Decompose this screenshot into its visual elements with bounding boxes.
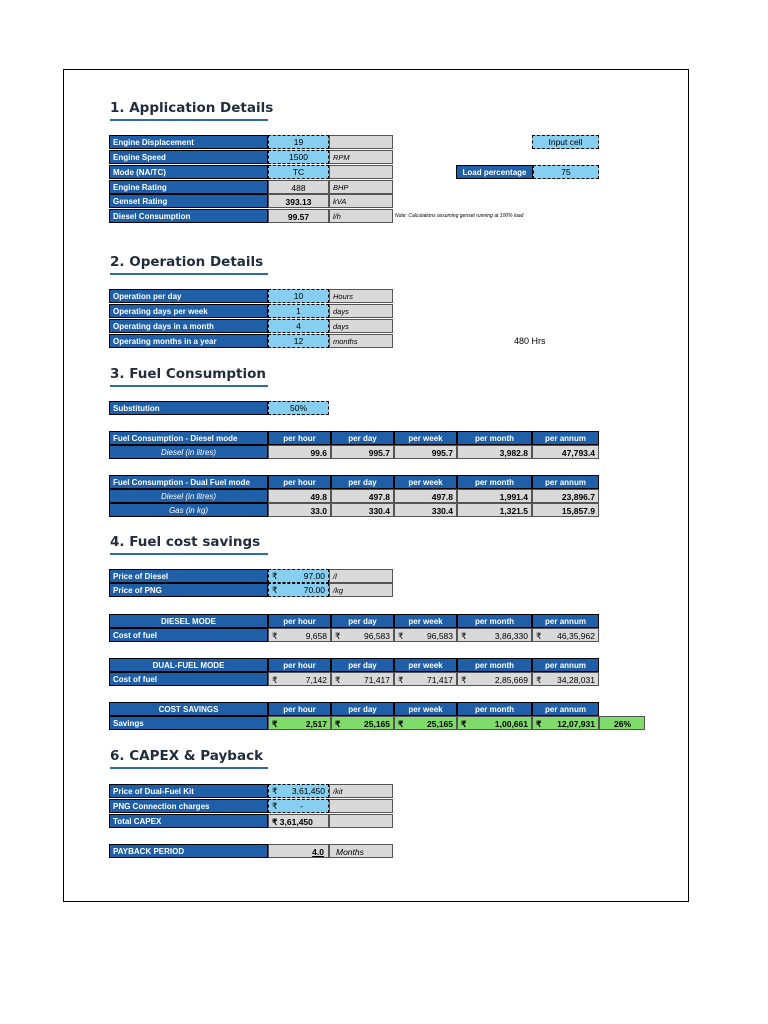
dual-diesel-cell: 497.8 bbox=[394, 489, 457, 503]
rupee-icon: ₹ bbox=[335, 631, 341, 641]
days-per-month-unit: days bbox=[329, 319, 393, 333]
diesel-cost-cell bbox=[532, 628, 599, 642]
payback-period-value: 4.0 bbox=[268, 844, 329, 858]
section-4-title: 4. Fuel cost savings bbox=[110, 534, 261, 550]
total-capex-value bbox=[268, 814, 329, 828]
dual-gas-kg-label: Gas (in kg) bbox=[109, 503, 268, 517]
genset-rating-unit: kVA bbox=[329, 194, 393, 208]
days-per-week-unit: days bbox=[329, 304, 393, 318]
png-connection-value: - bbox=[300, 801, 303, 811]
diesel-mode-cost-header: DIESEL MODE bbox=[109, 614, 268, 628]
input-cell-legend: Input cell bbox=[532, 135, 599, 149]
kit-price-value: 3,61,450 bbox=[291, 786, 325, 796]
total-capex-amount: 3,61,450 bbox=[279, 817, 313, 827]
col-header-per-week: per week bbox=[394, 431, 457, 445]
dual-gas-cell: 330.4 bbox=[394, 503, 457, 517]
col-header-per-day: per day bbox=[331, 431, 394, 445]
png-connection-unit bbox=[329, 799, 393, 813]
savings-value: 25,165 bbox=[427, 719, 453, 729]
dual-gas-cell: 33.0 bbox=[268, 503, 331, 517]
col-header-per-week: per week bbox=[394, 658, 457, 672]
operation-per-day-input[interactable]: 10 bbox=[268, 289, 329, 303]
rupee-icon: ₹ bbox=[461, 631, 467, 641]
rupee-icon: ₹ bbox=[272, 801, 278, 811]
col-header-per-day: per day bbox=[331, 475, 394, 489]
col-header-per-annum: per annum bbox=[532, 614, 599, 628]
dual-gas-cell: 330.4 bbox=[331, 503, 394, 517]
total-capex-unit bbox=[329, 814, 393, 828]
col-header-per-month: per month bbox=[457, 431, 532, 445]
cost-value: 2,85,669 bbox=[494, 675, 528, 685]
engine-speed-unit: RPM bbox=[329, 150, 393, 164]
dual-gas-cell: 15,857.9 bbox=[532, 503, 599, 517]
cost-value: 9,658 bbox=[305, 631, 327, 641]
dual-fuel-cost-header: DUAL-FUEL MODE bbox=[109, 658, 268, 672]
days-per-week-label: Operating days per week bbox=[109, 304, 268, 318]
engine-displacement-label: Engine Displacement bbox=[109, 135, 268, 149]
col-header-per-annum: per annum bbox=[532, 658, 599, 672]
dual-cost-cell bbox=[331, 672, 394, 686]
dual-diesel-cell: 23,896.7 bbox=[532, 489, 599, 503]
savings-value: 2,517 bbox=[305, 719, 327, 729]
diesel-consumption-label: Diesel Consumption bbox=[109, 209, 268, 223]
dual-cost-label: Cost of fuel bbox=[109, 672, 268, 686]
rupee-icon: ₹ bbox=[335, 675, 341, 685]
rupee-icon: ₹ bbox=[272, 786, 278, 796]
col-header-per-hour: per hour bbox=[268, 702, 331, 716]
savings-cell bbox=[331, 716, 394, 730]
rupee-icon: ₹ bbox=[398, 675, 404, 685]
price-diesel-input[interactable] bbox=[268, 569, 329, 583]
engine-rating-value: 488 bbox=[268, 180, 329, 194]
col-header-per-week: per week bbox=[394, 475, 457, 489]
png-connection-label: PNG Connection charges bbox=[109, 799, 268, 813]
diesel-consumption-unit: l/h bbox=[329, 209, 393, 223]
engine-rating-unit: BHP bbox=[329, 180, 393, 194]
section-6-title: 6. CAPEX & Payback bbox=[110, 748, 264, 764]
diesel-cost-cell bbox=[394, 628, 457, 642]
rupee-icon: ₹ bbox=[536, 631, 542, 641]
substitution-label: Substitution bbox=[109, 401, 268, 415]
col-header-per-hour: per hour bbox=[268, 658, 331, 672]
savings-cell bbox=[394, 716, 457, 730]
png-connection-input[interactable] bbox=[268, 799, 329, 813]
price-png-label: Price of PNG bbox=[109, 583, 268, 597]
operation-per-day-unit: Hours bbox=[329, 289, 393, 303]
rupee-icon: ₹ bbox=[272, 585, 278, 595]
mode-input[interactable]: TC bbox=[268, 165, 329, 179]
price-diesel-value: 97.00 bbox=[303, 571, 325, 581]
col-header-per-day: per day bbox=[331, 658, 394, 672]
col-header-per-hour: per hour bbox=[268, 614, 331, 628]
months-per-year-unit: months bbox=[329, 334, 393, 348]
diesel-cost-cell bbox=[457, 628, 532, 642]
cost-value: 71,417 bbox=[427, 675, 453, 685]
total-operating-hours: 480 Hrs bbox=[514, 336, 546, 346]
engine-speed-label: Engine Speed bbox=[109, 150, 268, 164]
section-1-rule bbox=[110, 119, 268, 121]
dual-diesel-litres-label: Diesel (in litres) bbox=[109, 489, 268, 503]
rupee-icon: ₹ bbox=[272, 631, 278, 641]
section-2-title: 2. Operation Details bbox=[110, 254, 264, 270]
cost-value: 96,583 bbox=[364, 631, 390, 641]
col-header-per-week: per week bbox=[394, 702, 457, 716]
savings-label: Savings bbox=[109, 716, 268, 730]
rupee-icon: ₹ bbox=[536, 675, 542, 685]
price-png-value: 70.00 bbox=[303, 585, 325, 595]
savings-value: 25,165 bbox=[364, 719, 390, 729]
dual-diesel-cell: 49.8 bbox=[268, 489, 331, 503]
cost-value: 96,583 bbox=[427, 631, 453, 641]
mode-unit bbox=[329, 165, 393, 179]
rupee-icon: ₹ bbox=[272, 719, 278, 729]
rupee-icon: ₹ bbox=[272, 817, 278, 827]
savings-value: 1,00,661 bbox=[494, 719, 528, 729]
section-4-rule bbox=[110, 553, 268, 555]
dual-gas-cell: 1,321.5 bbox=[457, 503, 532, 517]
savings-value: 12,07,931 bbox=[557, 719, 595, 729]
engine-displacement-unit bbox=[329, 135, 393, 149]
savings-percent: 26% bbox=[599, 716, 645, 730]
cost-value: 71,417 bbox=[364, 675, 390, 685]
payback-period-unit: Months bbox=[329, 844, 393, 858]
price-png-unit: /kg bbox=[329, 583, 393, 597]
rupee-icon: ₹ bbox=[272, 675, 278, 685]
diesel-cost-cell bbox=[268, 628, 331, 642]
rupee-icon: ₹ bbox=[335, 719, 341, 729]
engine-speed-input[interactable]: 1500 bbox=[268, 150, 329, 164]
section-2-rule bbox=[110, 273, 268, 275]
col-header-per-month: per month bbox=[457, 702, 532, 716]
diesel-mode-cell: 47,793.4 bbox=[532, 445, 599, 459]
col-header-per-annum: per annum bbox=[532, 431, 599, 445]
diesel-mode-cell: 99.6 bbox=[268, 445, 331, 459]
diesel-mode-consumption-header: Fuel Consumption - Diesel mode bbox=[109, 431, 268, 445]
col-header-per-month: per month bbox=[457, 614, 532, 628]
diesel-litres-label: Diesel (in litres) bbox=[109, 445, 268, 459]
genset-rating-value: 393.13 bbox=[268, 194, 329, 208]
total-capex-label: Total CAPEX bbox=[109, 814, 268, 828]
dual-cost-cell bbox=[268, 672, 331, 686]
col-header-per-annum: per annum bbox=[532, 475, 599, 489]
dual-cost-cell bbox=[394, 672, 457, 686]
dual-cost-cell bbox=[457, 672, 532, 686]
rupee-icon: ₹ bbox=[398, 719, 404, 729]
col-header-per-day: per day bbox=[331, 702, 394, 716]
genset-rating-label: Genset Rating bbox=[109, 194, 268, 208]
diesel-mode-cell: 995.7 bbox=[394, 445, 457, 459]
cost-value: 7,142 bbox=[305, 675, 327, 685]
section-1-title: 1. Application Details bbox=[110, 100, 274, 116]
kit-price-label: Price of Dual-Fuel Kit bbox=[109, 784, 268, 798]
cost-value: 3,86,330 bbox=[494, 631, 528, 641]
kit-price-unit: /kit bbox=[329, 784, 393, 798]
days-per-month-input[interactable]: 4 bbox=[268, 319, 329, 333]
days-per-week-input[interactable]: 1 bbox=[268, 304, 329, 318]
savings-cell bbox=[268, 716, 331, 730]
col-header-per-week: per week bbox=[394, 614, 457, 628]
col-header-per-day: per day bbox=[331, 614, 394, 628]
engine-rating-label: Engine Rating bbox=[109, 180, 268, 194]
diesel-cost-cell bbox=[331, 628, 394, 642]
diesel-cost-label: Cost of fuel bbox=[109, 628, 268, 642]
col-header-per-month: per month bbox=[457, 658, 532, 672]
dual-diesel-cell: 1,991.4 bbox=[457, 489, 532, 503]
substitution-input[interactable]: 50% bbox=[268, 401, 329, 415]
dual-diesel-cell: 497.8 bbox=[331, 489, 394, 503]
rupee-icon: ₹ bbox=[461, 675, 467, 685]
diesel-mode-cell: 995.7 bbox=[331, 445, 394, 459]
engine-displacement-input[interactable]: 19 bbox=[268, 135, 329, 149]
col-header-per-hour: per hour bbox=[268, 475, 331, 489]
load-percentage-input[interactable]: 75 bbox=[533, 165, 599, 179]
dual-cost-cell bbox=[532, 672, 599, 686]
load-percentage-label: Load percentage bbox=[456, 165, 533, 179]
diesel-consumption-value: 99.57 bbox=[268, 209, 329, 223]
col-header-per-hour: per hour bbox=[268, 431, 331, 445]
days-per-month-label: Operating days in a month bbox=[109, 319, 268, 333]
rupee-icon: ₹ bbox=[272, 571, 278, 581]
months-per-year-label: Operating months in a year bbox=[109, 334, 268, 348]
section-6-rule bbox=[110, 767, 268, 769]
payback-period-label: PAYBACK PERIOD bbox=[109, 844, 268, 858]
dual-fuel-consumption-header: Fuel Consumption - Dual Fuel mode bbox=[109, 475, 268, 489]
rupee-icon: ₹ bbox=[461, 719, 467, 729]
cost-value: 34,28,031 bbox=[557, 675, 595, 685]
price-diesel-label: Price of Diesel bbox=[109, 569, 268, 583]
cost-savings-header: COST SAVINGS bbox=[109, 702, 268, 716]
rupee-icon: ₹ bbox=[398, 631, 404, 641]
calculation-note: Note: Calculations assuming genset running at 100% load bbox=[395, 213, 524, 219]
cost-value: 46,35,962 bbox=[557, 631, 595, 641]
price-png-input[interactable] bbox=[268, 583, 329, 597]
diesel-mode-cell: 3,982.8 bbox=[457, 445, 532, 459]
price-diesel-unit: /l bbox=[329, 569, 393, 583]
operation-per-day-label: Operation per day bbox=[109, 289, 268, 303]
section-3-rule bbox=[110, 385, 268, 387]
col-header-per-annum: per annum bbox=[532, 702, 599, 716]
section-3-title: 3. Fuel Consumption bbox=[110, 366, 267, 382]
rupee-icon: ₹ bbox=[536, 719, 542, 729]
col-header-per-month: per month bbox=[457, 475, 532, 489]
kit-price-input[interactable] bbox=[268, 784, 329, 798]
months-per-year-input[interactable]: 12 bbox=[268, 334, 329, 348]
savings-cell bbox=[457, 716, 532, 730]
mode-label: Mode (NA/TC) bbox=[109, 165, 268, 179]
savings-cell bbox=[532, 716, 599, 730]
